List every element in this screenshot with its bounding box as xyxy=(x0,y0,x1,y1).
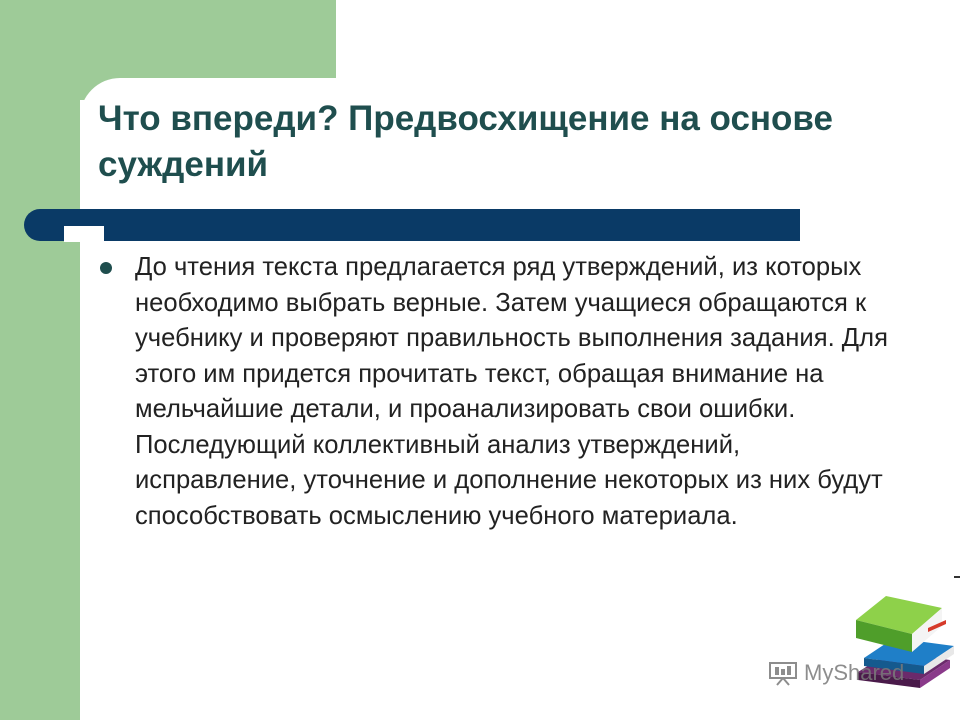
title-divider-bar xyxy=(24,209,800,241)
bullet-dot-icon xyxy=(100,262,112,274)
bullet-text: До чтения текста предлагается ряд утверждений, из которых необходимо выбрать верные. Затем учащиеся обращаются к учебнику и проверяют правильность выполнения задания. Для этого им придется прочитать текст, обращая внимание на мельчайшие детали, и проанализировать свои ошибки. Последующий коллективный анализ утверждений, исправление, уточнение и дополнение некоторых из них будут способствовать осмыслению учебного материала. xyxy=(135,253,888,530)
presentation-board-icon xyxy=(768,660,798,686)
edge-tick-mark xyxy=(954,576,960,578)
divider-notch xyxy=(64,226,104,242)
watermark-text: MyShared xyxy=(804,660,905,685)
slide-title: Что впереди? Предвосхищение на основе суждений xyxy=(98,99,833,184)
left-green-band xyxy=(0,0,80,720)
watermark xyxy=(768,660,904,686)
